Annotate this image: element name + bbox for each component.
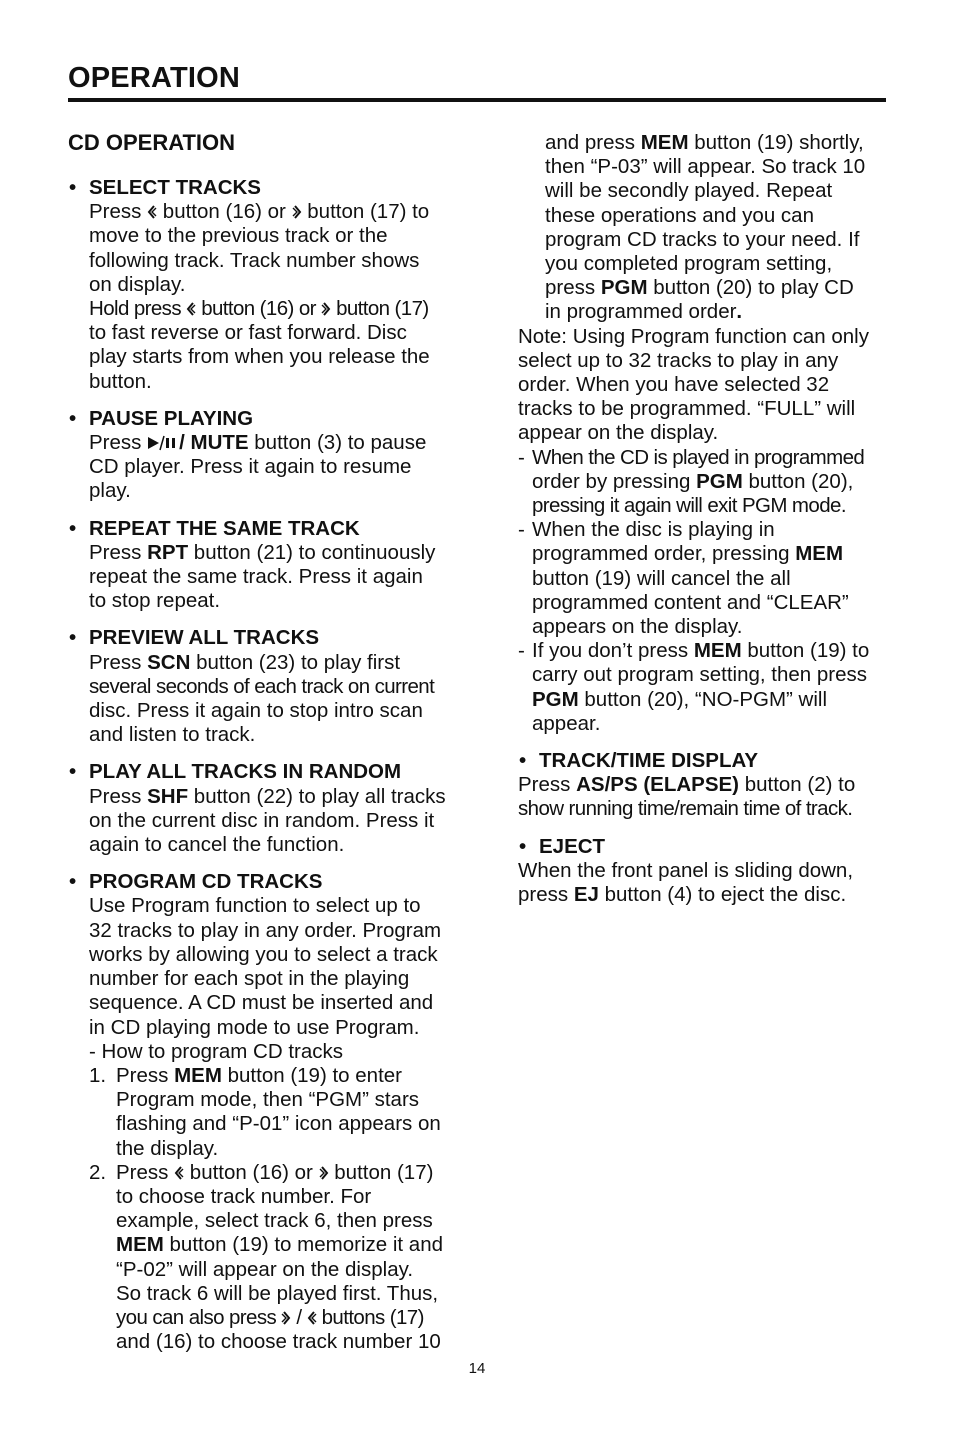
text-line: appears on the display. bbox=[532, 615, 743, 639]
mute-label: / MUTE bbox=[179, 431, 249, 455]
text-line: When the CD is played in programmed bbox=[532, 445, 865, 469]
text: button (16) or bbox=[196, 297, 321, 321]
button-name: RPT bbox=[147, 540, 189, 564]
dash-mark: - bbox=[518, 518, 525, 542]
button-name: PGM bbox=[600, 276, 648, 300]
bullet-title: PLAY ALL TRACKS IN RANDOM bbox=[89, 760, 402, 784]
previous-track-icon bbox=[307, 1310, 317, 1326]
text: button (22) to play all tracks bbox=[188, 784, 446, 808]
text: button (23) to play first bbox=[190, 650, 401, 674]
text-line: Use Program function to select up to bbox=[89, 894, 421, 918]
text-line: again to cancel the function. bbox=[89, 833, 345, 857]
next-track-icon bbox=[321, 301, 331, 317]
text-line: So track 6 will be played first. Thus, bbox=[116, 1281, 439, 1305]
previous-track-icon bbox=[147, 204, 157, 220]
text: Press bbox=[89, 431, 148, 455]
text: If you don’t press bbox=[532, 639, 694, 663]
button-name: MEM bbox=[795, 542, 844, 566]
note-dash-item-2 bbox=[518, 518, 890, 639]
dash-mark: - bbox=[518, 445, 525, 469]
text-line: sequence. A CD must be inserted and bbox=[89, 991, 434, 1015]
text-line: button (19) will cancel the all bbox=[532, 566, 791, 590]
bullet-title: EJECT bbox=[539, 834, 606, 858]
button-name: MEM bbox=[640, 131, 689, 154]
page-number: 14 bbox=[468, 1360, 486, 1377]
text: button (16) or bbox=[157, 200, 292, 224]
text: Press bbox=[116, 1160, 175, 1184]
text-line: 32 tracks to play in any order. Program bbox=[89, 918, 442, 942]
text-line: to choose track number. For bbox=[116, 1184, 372, 1208]
bullet-title: REPEAT THE SAME TRACK bbox=[89, 516, 360, 540]
text-line: Note: Using Program function can only bbox=[518, 324, 869, 348]
previous-track-icon bbox=[174, 1165, 184, 1181]
text: order by pressing bbox=[532, 469, 697, 493]
button-name: AS/PS (ELAPSE) bbox=[576, 773, 739, 797]
text-line: in CD playing mode to use Program. bbox=[89, 1015, 420, 1039]
right-column bbox=[518, 131, 890, 920]
program-step-2-continued bbox=[518, 131, 890, 325]
text: button (19) to bbox=[741, 639, 870, 663]
bullet-select-tracks bbox=[68, 176, 460, 394]
text-line: “P-02” will appear on the display. bbox=[116, 1257, 414, 1281]
text: Press bbox=[518, 773, 577, 797]
text-line: carry out program setting, then press bbox=[532, 663, 867, 687]
bullet-title: PREVIEW ALL TRACKS bbox=[89, 626, 320, 650]
text: button (4) to eject the disc. bbox=[598, 883, 847, 907]
text-line: the display. bbox=[116, 1136, 219, 1160]
bullet-random bbox=[68, 760, 460, 857]
text: button (19) shortly, bbox=[688, 131, 864, 154]
button-name: PGM bbox=[696, 469, 743, 493]
bullet-program-tracks bbox=[68, 870, 460, 1354]
note-dash-item-3 bbox=[518, 639, 890, 736]
bullet-eject bbox=[518, 835, 890, 908]
text-line: tracks to be programmed. “FULL” will bbox=[518, 397, 856, 421]
bullet-dot: • bbox=[69, 406, 77, 430]
text: button (2) to bbox=[739, 773, 856, 797]
title-rule bbox=[68, 98, 886, 102]
text-line: Program mode, then “PGM” stars bbox=[116, 1088, 420, 1112]
next-track-icon bbox=[292, 204, 302, 220]
text: Press bbox=[89, 650, 148, 674]
text-line: program CD tracks to your need. If bbox=[545, 227, 860, 251]
text-line: When the disc is playing in bbox=[532, 518, 775, 542]
bullet-title: PAUSE PLAYING bbox=[89, 406, 254, 430]
text-line: following track. Track number shows bbox=[89, 248, 420, 272]
text-line: you completed program setting, bbox=[545, 252, 833, 276]
text-line: then “P-03” will appear. So track 10 bbox=[545, 155, 866, 179]
text: press bbox=[545, 276, 601, 300]
bullet-dot: • bbox=[69, 176, 77, 199]
text-line: works by allowing you to select a track bbox=[89, 942, 438, 966]
button-name: MEM bbox=[116, 1233, 164, 1257]
text-line: example, select track 6, then press bbox=[116, 1209, 433, 1233]
text: press bbox=[518, 883, 574, 907]
program-step-1 bbox=[89, 1064, 460, 1161]
bullet-repeat-track bbox=[68, 517, 460, 614]
text: button (21) to continuously bbox=[188, 540, 436, 564]
text: Hold press bbox=[89, 297, 187, 321]
text-line: order. When you have selected 32 bbox=[518, 373, 830, 397]
text-line: appear. bbox=[532, 711, 601, 735]
button-name: PGM bbox=[532, 687, 579, 711]
text: Press bbox=[89, 784, 148, 808]
text: / bbox=[291, 1305, 307, 1329]
text-line: several seconds of each track on current bbox=[89, 674, 435, 698]
bullet-track-time-display bbox=[518, 749, 890, 822]
text: button (19) to enter bbox=[221, 1063, 402, 1087]
step-number: 2. bbox=[89, 1160, 107, 1184]
program-step-2 bbox=[89, 1161, 460, 1355]
bullet-dot: • bbox=[519, 749, 527, 773]
bullet-title: SELECT TRACKS bbox=[89, 176, 261, 199]
text: programmed order, pressing bbox=[532, 542, 796, 566]
text: . bbox=[736, 300, 743, 324]
button-name: SCN bbox=[147, 650, 191, 674]
text: buttons (17) bbox=[316, 1305, 424, 1329]
text-line: move to the previous track or the bbox=[89, 224, 388, 248]
text-line: these operations and you can bbox=[545, 203, 814, 227]
text-line: show running time/remain time of track. bbox=[518, 797, 853, 821]
text: button (3) to pause bbox=[248, 431, 427, 455]
text: button (17) bbox=[328, 1160, 434, 1184]
button-name: EJ bbox=[573, 883, 599, 907]
text: button (17) to bbox=[301, 200, 430, 224]
bullet-dot: • bbox=[69, 870, 77, 894]
text: button (20) to play CD bbox=[647, 276, 854, 300]
button-name: MEM bbox=[693, 639, 742, 663]
bullet-dot: • bbox=[69, 760, 77, 784]
step-number: 1. bbox=[89, 1063, 107, 1087]
note-dash-item-1 bbox=[518, 446, 890, 519]
dash-mark: - bbox=[518, 639, 525, 663]
text: you can also press bbox=[116, 1305, 282, 1329]
text-line: repeat the same track. Press it again bbox=[89, 565, 423, 589]
text-line: select up to 32 tracks to play in any bbox=[518, 348, 839, 372]
page-title: OPERATION bbox=[68, 62, 241, 94]
text: Press bbox=[89, 200, 148, 224]
text-line: disc. Press it again to stop intro scan bbox=[89, 699, 423, 723]
text-line: - How to program CD tracks bbox=[89, 1039, 344, 1063]
text-line: number for each spot in the playing bbox=[89, 967, 410, 991]
text: button (20), bbox=[742, 469, 854, 493]
text: button (17) bbox=[330, 297, 429, 321]
text: in programmed order bbox=[545, 300, 737, 324]
play-pause-icon bbox=[147, 435, 179, 451]
bullet-title: TRACK/TIME DISPLAY bbox=[539, 749, 759, 773]
bullet-dot: • bbox=[69, 516, 77, 540]
text-line: When the front panel is sliding down, bbox=[518, 858, 854, 882]
bullet-title: PROGRAM CD TRACKS bbox=[89, 870, 323, 894]
bullet-dot: • bbox=[69, 626, 77, 650]
text-line: to fast reverse or fast forward. Disc bbox=[89, 321, 407, 345]
text: Press bbox=[89, 540, 148, 564]
text-line: play starts from when you release the bbox=[89, 345, 430, 369]
text: button (19) to memorize it and bbox=[163, 1233, 443, 1257]
text-line: appear on the display. bbox=[518, 421, 719, 445]
next-track-icon bbox=[319, 1165, 329, 1181]
text-line: programmed content and “CLEAR” bbox=[532, 590, 849, 614]
text: button (20), “NO-PGM” will bbox=[578, 687, 828, 711]
section-heading: CD OPERATION bbox=[68, 130, 236, 155]
bullet-pause-playing bbox=[68, 407, 460, 504]
button-name: SHF bbox=[147, 784, 189, 808]
text-line: play. bbox=[89, 479, 131, 503]
text-line: button. bbox=[89, 369, 152, 393]
bullet-dot: • bbox=[519, 834, 527, 858]
button-name: MEM bbox=[174, 1063, 222, 1087]
program-note bbox=[518, 325, 890, 446]
text-line: will be secondly played. Repeat bbox=[545, 179, 833, 203]
text-line: and (16) to choose track number 10 bbox=[116, 1330, 441, 1354]
previous-track-icon bbox=[186, 301, 196, 317]
text-line: on display. bbox=[89, 272, 186, 296]
left-column bbox=[68, 128, 460, 1367]
text-line: to stop repeat. bbox=[89, 589, 221, 613]
next-track-icon bbox=[281, 1310, 291, 1326]
text-line: CD player. Press it again to resume bbox=[89, 455, 412, 479]
text: button (16) or bbox=[184, 1160, 319, 1184]
bullet-preview-tracks bbox=[68, 626, 460, 747]
text: and press bbox=[545, 131, 641, 154]
text-line: pressing it again will exit PGM mode. bbox=[532, 494, 846, 518]
text-line: and listen to track. bbox=[89, 723, 256, 747]
text: Press bbox=[116, 1063, 175, 1087]
text-line: on the current disc in random. Press it bbox=[89, 808, 435, 832]
text-line: flashing and “P-01” icon appears on bbox=[116, 1112, 441, 1136]
